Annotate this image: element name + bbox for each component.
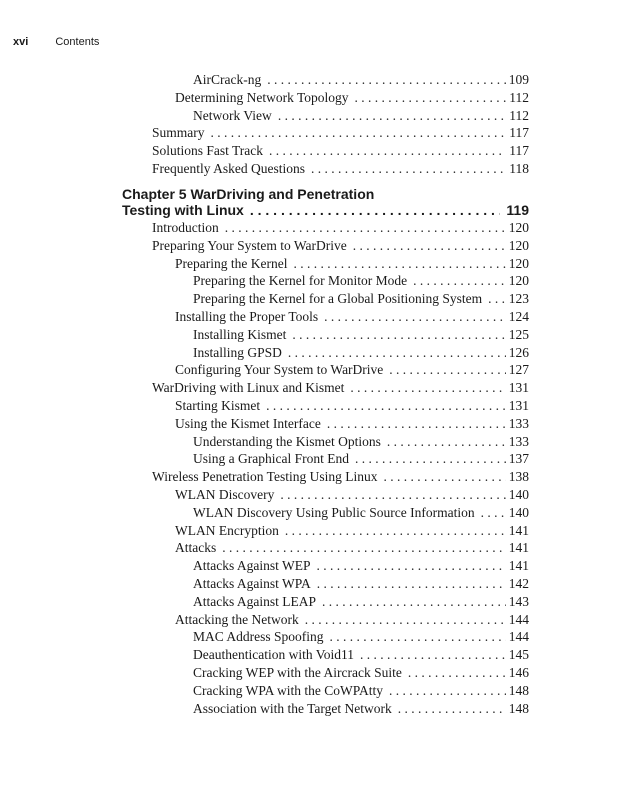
toc-entry-title: WLAN Discovery <box>175 487 275 502</box>
dot-leader <box>293 256 505 272</box>
dot-leader <box>280 487 505 503</box>
toc-entry-page: 120 <box>508 255 529 271</box>
dot-leader <box>350 380 505 396</box>
toc-entry[interactable] <box>175 398 529 414</box>
toc-entry[interactable] <box>152 469 529 485</box>
toc-entry[interactable] <box>175 90 529 106</box>
dot-leader <box>250 202 501 218</box>
toc-entry[interactable] <box>175 487 529 503</box>
toc-entry[interactable] <box>175 256 529 272</box>
dot-leader <box>278 108 506 124</box>
toc-entry-title: Preparing the Kernel for Monitor Mode <box>193 273 408 289</box>
toc-entry-title: Attacks Against WEP <box>193 558 311 574</box>
toc-entry-page: 125 <box>508 326 529 342</box>
toc-entry-page: 118 <box>509 161 529 176</box>
chapter-page: 119 <box>506 202 529 218</box>
dot-leader <box>330 629 506 645</box>
toc-entry-page: 117 <box>509 143 529 159</box>
toc-entry[interactable] <box>193 665 529 681</box>
chapter-title-line1: Chapter 5 WarDriving and Penetration <box>122 186 375 202</box>
dot-leader <box>327 416 506 432</box>
toc-entry-title: Configuring Your System to WarDrive <box>175 362 384 378</box>
toc-entry[interactable] <box>152 125 529 141</box>
toc-entry-page: 117 <box>509 125 529 141</box>
toc-entry-title: Understanding the Kismet Options <box>193 433 381 449</box>
page-number: xvi <box>13 36 29 48</box>
toc-entry-page: 120 <box>508 273 529 289</box>
dot-leader <box>225 220 506 236</box>
dot-leader <box>317 576 506 592</box>
toc-entry-title: Installing GPSD <box>193 344 282 360</box>
toc-entry-title: Association with the Target Network <box>193 700 392 716</box>
toc-entry-title: Preparing the Kernel for a Global Positioning System <box>193 291 483 307</box>
toc-entry-page: 120 <box>508 237 529 253</box>
dot-leader <box>324 309 506 325</box>
toc-entry-title: Summary <box>152 125 205 141</box>
toc-entry-title: WLAN Encryption <box>175 522 279 538</box>
toc-entry-title: Cracking WEP with the Aircrack Suite <box>193 665 402 680</box>
toc-entry[interactable] <box>152 143 529 159</box>
chapter-title <box>122 186 529 202</box>
dot-leader <box>288 345 506 361</box>
toc-entry[interactable] <box>193 72 529 88</box>
toc-entry-title: AirCrack-ng <box>193 72 262 87</box>
toc-entry-title: Attacks Against WPA <box>193 576 311 591</box>
dot-leader <box>222 540 506 556</box>
toc-entry[interactable] <box>193 647 529 663</box>
toc-entry-page: 146 <box>508 665 529 680</box>
toc-entry-title: Deauthentication with Void11 <box>193 647 354 663</box>
toc-entry-title: Preparing the Kernel <box>175 255 288 271</box>
toc-entry[interactable] <box>152 161 529 177</box>
toc-entry-title: Cracking WPA with the CoWPAtty <box>193 682 384 698</box>
toc-entry-title: WarDriving with Linux and Kismet <box>152 380 345 396</box>
toc-entry-page: 148 <box>508 682 529 698</box>
toc-entry[interactable] <box>193 594 529 610</box>
toc-entry[interactable] <box>175 540 529 556</box>
toc-entry[interactable] <box>152 238 529 254</box>
dot-leader <box>322 594 506 610</box>
dot-leader <box>413 273 506 289</box>
toc-entry-page: 120 <box>508 220 529 235</box>
toc-entry-title: Network View <box>193 107 272 123</box>
dot-leader <box>355 90 507 106</box>
toc-entry-page: 126 <box>508 344 529 360</box>
dot-leader <box>211 125 507 141</box>
dot-leader <box>408 665 506 681</box>
toc-entry-page: 112 <box>509 89 529 105</box>
toc-entry-title: Frequently Asked Questions <box>152 161 305 176</box>
toc-entry-title: Starting Kismet <box>175 398 261 413</box>
dot-leader <box>398 701 506 717</box>
toc-entry-page: 140 <box>508 487 529 502</box>
toc-entry-page: 137 <box>508 451 529 467</box>
toc-entry[interactable] <box>193 434 529 450</box>
toc-entry[interactable] <box>193 683 529 699</box>
toc-entry[interactable] <box>193 558 529 574</box>
chapter-title-line2-row[interactable] <box>122 202 529 218</box>
toc-entry-title: Wireless Penetration Testing Using Linux <box>152 469 378 485</box>
dot-leader <box>311 161 506 177</box>
toc-entry-title: Attacks Against LEAP <box>193 593 316 609</box>
toc-entry-page: 144 <box>508 629 529 645</box>
dot-leader <box>353 238 506 254</box>
toc-entry-page: 140 <box>508 504 529 520</box>
toc-entry-title: Attacks <box>175 540 217 556</box>
toc-entry-page: 131 <box>508 380 529 396</box>
toc-entry[interactable] <box>193 273 529 289</box>
toc-entry[interactable] <box>193 701 529 717</box>
toc-entry-page: 127 <box>508 362 529 378</box>
toc-entry[interactable] <box>193 345 529 361</box>
toc-entry-title: Determining Network Topology <box>175 89 349 105</box>
toc-entry[interactable] <box>175 523 529 539</box>
dot-leader <box>383 469 505 485</box>
toc-entry[interactable] <box>193 576 529 592</box>
toc-entry[interactable] <box>193 629 529 645</box>
dot-leader <box>269 143 506 159</box>
toc-entry-title: Solutions Fast Track <box>152 143 264 159</box>
toc-entry-page: 131 <box>508 398 529 413</box>
dot-leader <box>389 362 505 378</box>
running-title: Contents <box>55 36 100 48</box>
toc-entry[interactable] <box>193 451 529 467</box>
toc-entry[interactable] <box>175 612 529 628</box>
toc-entry[interactable] <box>193 327 529 343</box>
toc-entry-page: 141 <box>508 540 529 556</box>
toc-entry-title: MAC Address Spoofing <box>193 629 324 645</box>
dot-leader <box>360 647 506 663</box>
toc-entry-page: 141 <box>508 522 529 538</box>
toc-entry-page: 148 <box>508 700 529 716</box>
toc-entry[interactable] <box>152 380 529 396</box>
toc-entry-page: 112 <box>509 107 529 123</box>
dot-leader <box>355 451 506 467</box>
toc-entry-page: 133 <box>508 415 529 431</box>
toc-entry[interactable] <box>175 362 529 378</box>
toc-entry-page: 123 <box>508 291 529 307</box>
dot-leader <box>389 683 506 699</box>
dot-leader <box>387 434 506 450</box>
chapter-title-line2: Testing with Linux <box>122 202 244 218</box>
dot-leader <box>267 72 506 88</box>
toc-entry-title: Preparing Your System to WarDrive <box>152 237 347 253</box>
toc-entry-title: Installing Kismet <box>193 326 287 342</box>
toc-entry-title: Using a Graphical Front End <box>193 451 349 467</box>
toc-entry-page: 133 <box>508 433 529 449</box>
toc-entry[interactable] <box>193 108 529 124</box>
toc-entry-page: 138 <box>508 469 529 485</box>
toc-entry[interactable] <box>175 416 529 432</box>
dot-leader <box>305 612 506 628</box>
dot-leader <box>285 523 506 539</box>
dot-leader <box>266 398 506 414</box>
toc-entry-page: 141 <box>508 558 529 574</box>
dot-leader <box>481 505 506 521</box>
toc-entry[interactable] <box>193 505 529 521</box>
dot-leader <box>488 291 506 307</box>
toc-entry-title: WLAN Discovery Using Public Source Information <box>193 504 475 520</box>
toc-entry-page: 124 <box>508 309 529 324</box>
toc-entry[interactable] <box>193 291 529 307</box>
toc-entry-page: 109 <box>508 72 529 87</box>
dot-leader <box>292 327 505 343</box>
dot-leader <box>317 558 506 574</box>
toc-entry-title: Attacking the Network <box>175 611 299 627</box>
toc-entry-page: 145 <box>508 647 529 663</box>
toc-entry-page: 144 <box>508 611 529 627</box>
toc-entry-page: 142 <box>508 576 529 591</box>
toc-entry-title: Introduction <box>152 220 219 235</box>
toc-entry-title: Using the Kismet Interface <box>175 415 321 431</box>
toc-entry[interactable] <box>175 309 529 325</box>
toc-entry-page: 143 <box>508 593 529 609</box>
toc-entry-title: Installing the Proper Tools <box>175 309 319 324</box>
toc-entry[interactable] <box>152 220 529 236</box>
